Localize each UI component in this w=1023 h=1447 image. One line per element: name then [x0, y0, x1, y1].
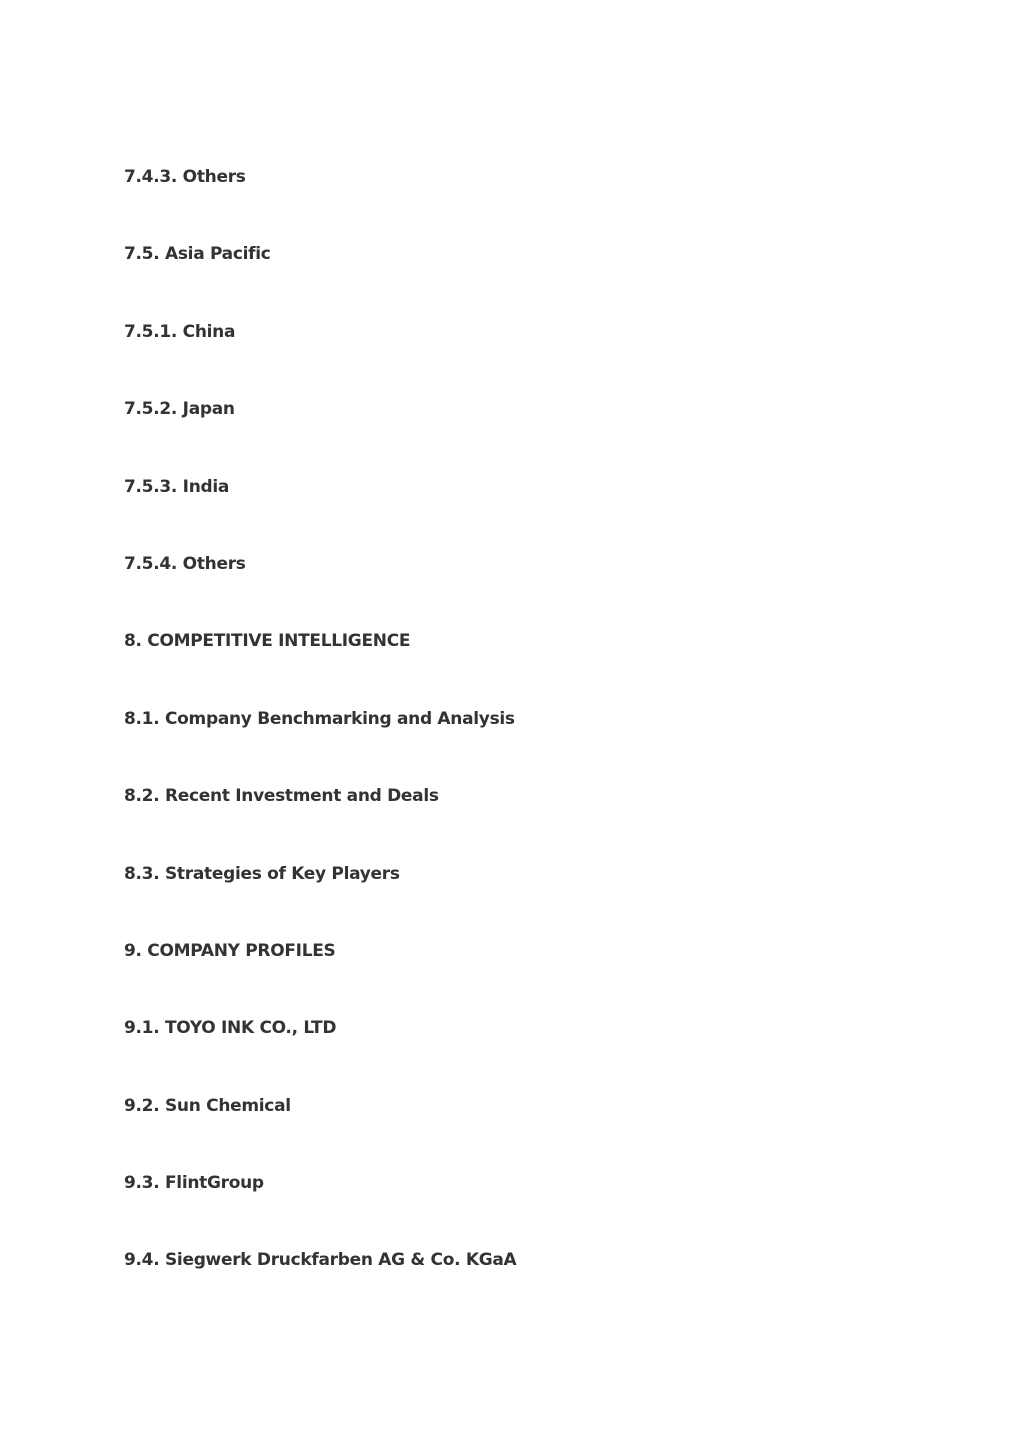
toc-item-label: 9. COMPANY PROFILES [124, 940, 336, 961]
toc-item-label: 9.2. Sun Chemical [124, 1095, 291, 1116]
toc-item [124, 785, 516, 862]
toc-item-label: 7.5.2. Japan [124, 399, 235, 420]
toc-item [124, 166, 516, 243]
toc-item-label: 7.4.3. Others [124, 167, 246, 187]
toc-item-label: 7.5.1. China [124, 321, 236, 342]
toc-item [124, 243, 516, 320]
toc-item-label: 9.3. FlintGroup [124, 1173, 264, 1194]
toc-item-label: 8.3. Strategies of Key Players [124, 863, 400, 884]
toc-item [124, 708, 516, 785]
toc-item-label: 8.1. Company Benchmarking and Analysis [124, 708, 515, 729]
toc-item-label: 8. COMPETITIVE INTELLIGENCE [124, 631, 411, 652]
toc-section-heading [124, 630, 516, 707]
toc-item-label: 9.1. TOYO INK CO., LTD [124, 1018, 337, 1039]
toc-item [124, 553, 516, 630]
toc-item [124, 398, 516, 475]
toc-item-label: 9.4. Siegwerk Druckfarben AG & Co. KGaA [124, 1250, 517, 1271]
toc-section-heading [124, 940, 516, 1017]
toc-item [124, 1249, 516, 1326]
toc-item [124, 476, 516, 553]
toc-item [124, 1172, 516, 1249]
table-of-contents [124, 166, 516, 1327]
toc-item [124, 321, 516, 398]
toc-item-label: 7.5.3. India [124, 476, 230, 497]
toc-item [124, 1017, 516, 1094]
toc-item-label: 8.2. Recent Investment and Deals [124, 786, 439, 807]
toc-item [124, 1095, 516, 1172]
toc-item [124, 863, 516, 940]
toc-item-label: 7.5. Asia Pacific [124, 244, 271, 265]
toc-item-label: 7.5.4. Others [124, 553, 246, 574]
